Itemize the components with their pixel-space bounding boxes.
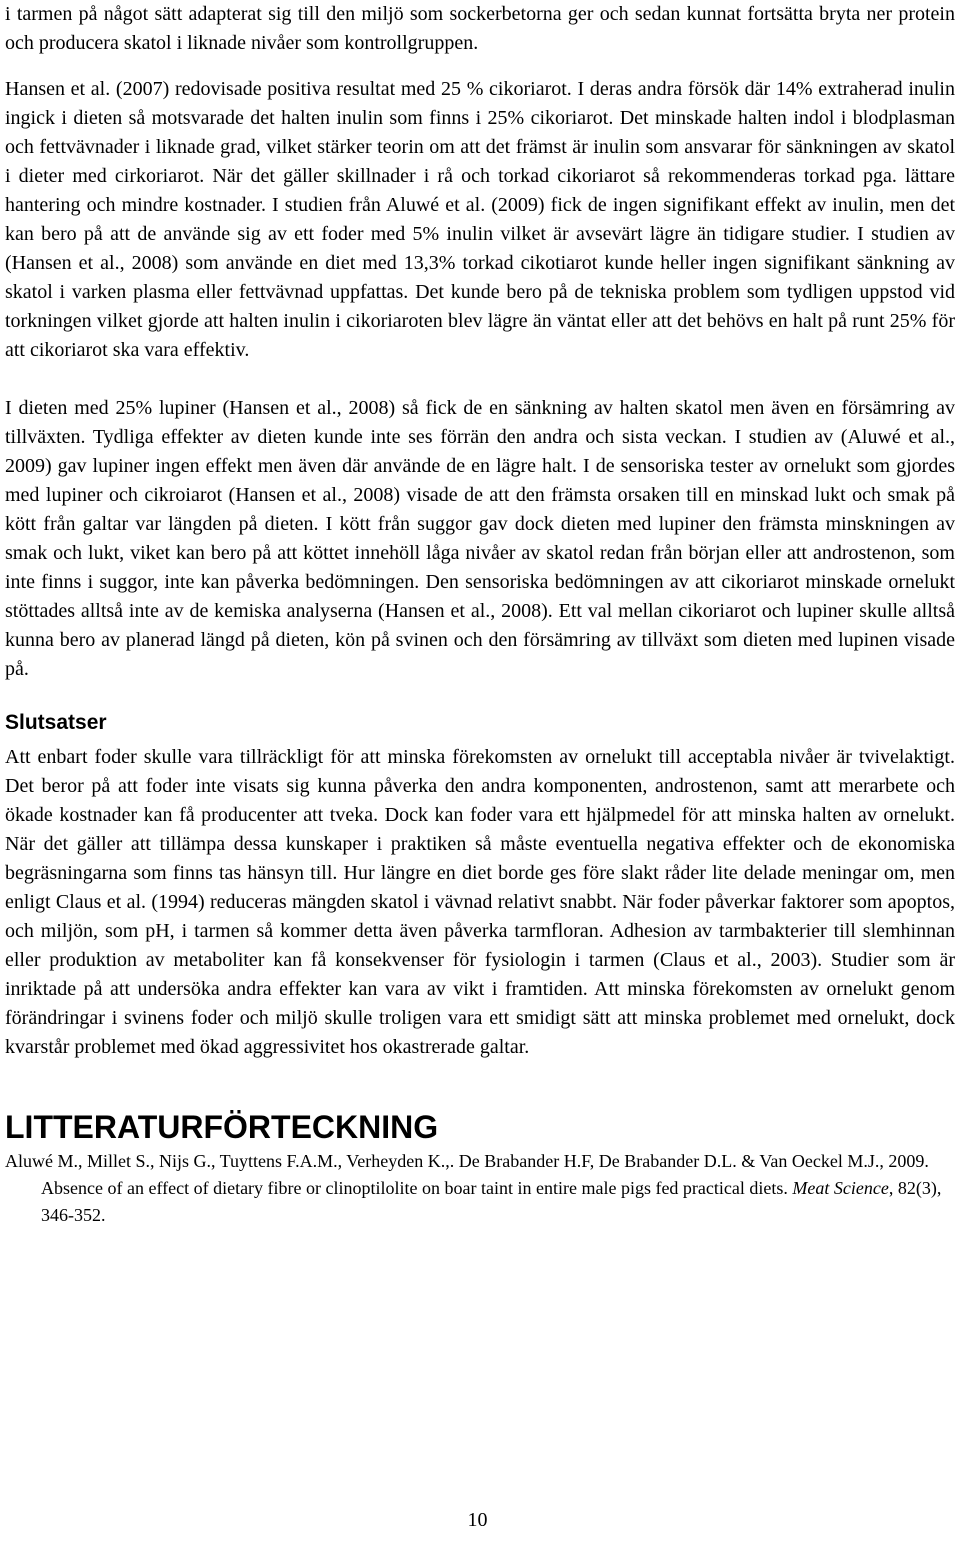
page-number: 10	[467, 1509, 488, 1531]
reference-journal: Meat Science	[792, 1178, 889, 1198]
reference-entry	[5, 1148, 955, 1229]
reference-text: Aluwé M., Millet S., Nijs G., Tuyttens F.A.M., Verheyden K.,. De Brabander H.F, De Brabander D.L. & Van Oeckel M.J., 2009. Absence of an effect of dietary fibre or clinoptilolite on boar taint in entire male pigs fed practical diets.	[5, 1151, 929, 1198]
body-paragraph: Hansen et al. (2007) redovisade positiva resultat med 25 % cikoriarot. I deras andra försök där 14% extraherad inulin ingick i dieten så motsvarade det halten inulin som finns i 25% cikoriarot. Det minskade halten indol i blodplasman och fettvävnader i liknade grad, vilket stärker teorin om att det främst är inulin som ansvarar för sänkningen av skatol i dieter med cirkoriarot. När det gäller skillnader i rå och torkad cikoriarot så rekommenderas torkad pga. lättare hantering och mindre kostnader. I studien från Aluwé et al. (2009) fick de ingen signifikant effekt av inulin, men det kan bero på att de använde sig av ett foder med 5% inulin vilket är avsevärt lägre än tidigare studier. I studien av (Hansen et al., 2008) som använde en diet med 13,3% torkad cikotiarot kunde heller ingen signifikant sänkning av skatol i varken plasma eller fettvävnad uppfattas. Det kunde bero på de tekniska problem som tydligen uppstod vid torkningen vilket gjorde att halten inulin i cikoriaroten blev lägre än väntat eller att det behövs en halt på runt 25% för att cikoriarot ska vara effektiv.	[5, 78, 955, 361]
body-paragraph: I dieten med 25% lupiner (Hansen et al., 2008) så fick de en sänkning av halten skatol men även en försämring av tillväxten. Tydliga effekter av dieten kunde inte ses förrän den andra och sista veckan. I studien av (Aluwé et al., 2009) gav lupiner ingen effekt men även där använde de en lägre halt. I de sensoriska tester av ornelukt som gjordes med lupiner och cikroiarot (Hansen et al., 2008) visade de att den främsta orsaken till en minskad lukt och smak på kött från galtar var längden på dieten. I kött från suggor gav dock dieten med lupiner den främsta minskningen av smak och lukt, viket kan bero på att köttet innehöll låga nivåer av skatol redan från början eller att androstenon, som inte finns i suggor, inte kan påverka bedömningen. Den sensoriska bedömningen av att cikoriarot minskade ornelukt stöttades alltså inte av de kemiska analyserna (Hansen et al., 2008). Ett val mellan cikoriarot och lupiner skulle alltså kunna bero av planerad längd på dieten, kön på svinen och den försämring av tillväxt som dieten med lupinen visade på.	[5, 397, 955, 680]
section-heading-conclusions: Slutsatser	[5, 711, 107, 734]
references-heading: LITTERATURFÖRTECKNING	[5, 1109, 439, 1145]
conclusions-paragraph: Att enbart foder skulle vara tillräckligt för att minska förekomsten av ornelukt till acceptabla nivåer är tvivelaktigt. Det beror på att foder inte visats sig kunna påverka den andra komponenten, androstenon, samt att merarbete och ökade kostnader kan få producenter att tveka. Dock kan foder vara ett hjälpmedel för att minska halten av ornelukt. När det gäller att tillämpa dessa kunskaper i praktiken så måste eventuella negativa effekter och de ekonomiska begräsningarna som finns tas hänsyn till. Hur längre en diet borde ges före slakt råder lite delade meningar om, men enligt Claus et al. (1994) reduceras mängden skatol i vävnad relativt snabbt. När foder påverkar faktorer som apoptos, och miljön, som pH, i tarmen så kommer detta även påverka tarmfloran. Adhesion av tarmbakterier till slemhinnan eller produktion av metaboliter kan få konsekvenser för fysiologin i tarmen (Claus et al., 2003). Studier som är inriktade på att undersöka andra effekter kan vara av vikt i framtiden. Att minska förekomsten av ornelukt genom förändringar i svinens foder och miljö skulle troligen vara ett smidigt sätt att minska problemet med ornelukt, dock kvarstår problemet med ökad aggressivitet hos okastrerade galtar.	[5, 746, 955, 1058]
document-page	[5, 0, 955, 1229]
reference-details: , 82(3), 346-352.	[41, 1178, 942, 1225]
body-paragraph: i tarmen på något sätt adapterat sig till den miljö som sockerbetorna ger och sedan kunnat fortsätta bryta ner protein och producera skatol i liknade nivåer som kontrollgruppen.	[5, 3, 955, 54]
